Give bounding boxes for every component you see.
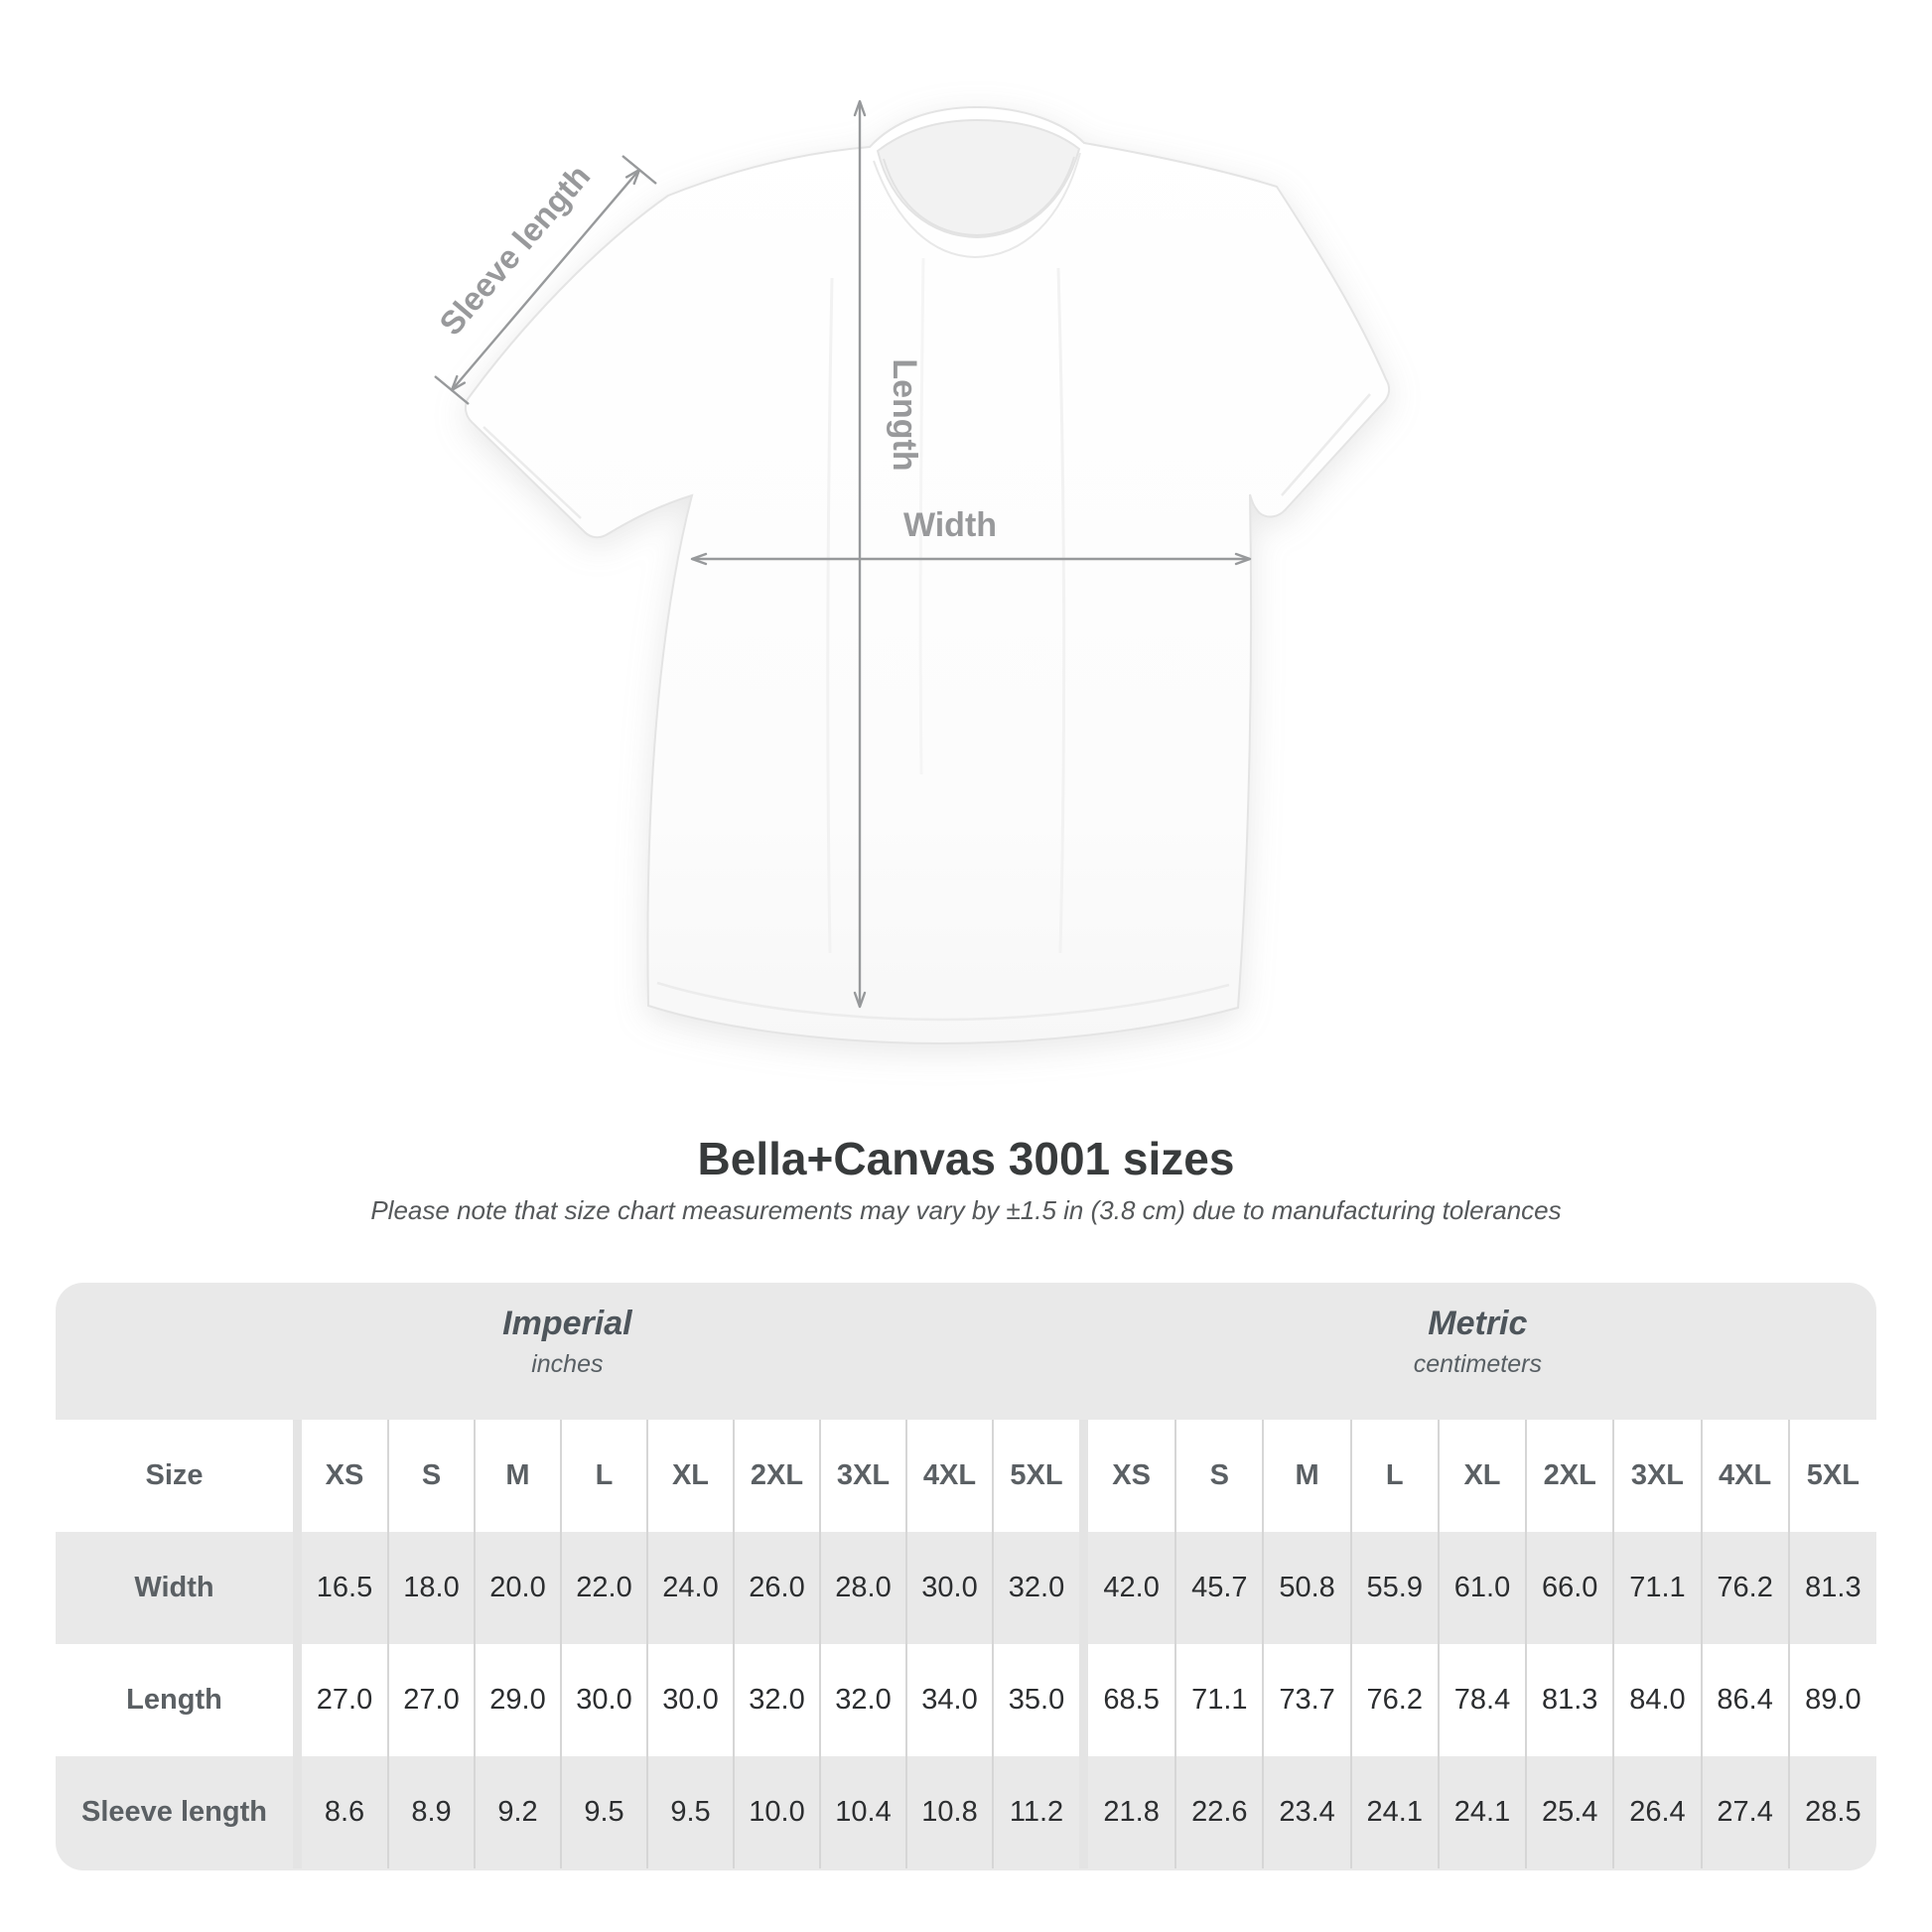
column-gutter [1079,1644,1088,1756]
value-cell: 28.5 [1789,1756,1876,1868]
value-cell: 18.0 [388,1532,475,1644]
size-header-cell: XS [325,1459,364,1491]
length-row [56,1644,1876,1756]
value-cell: 30.0 [561,1644,647,1756]
size-header-cell: 5XL [1789,1420,1876,1532]
value-cell: 81.3 [1789,1532,1876,1644]
metric-sublabel: centimeters [1413,1350,1542,1378]
imperial-label: Imperial [502,1305,632,1342]
size-header-cell: M [1263,1420,1350,1532]
value-cell: 22.0 [561,1532,647,1644]
value-cell: 27.4 [1702,1756,1789,1868]
size-table-panel [56,1283,1876,1870]
value-cell: 26.0 [734,1532,820,1644]
value-cell: 42.0 [1103,1572,1160,1603]
value-cell: 22.6 [1175,1756,1263,1868]
value-cell: 23.4 [1263,1756,1350,1868]
size-header-cell: S [388,1420,475,1532]
column-gutter [1079,1420,1088,1532]
column-gutter [293,1644,302,1756]
metric-unit-header [1079,1283,1876,1420]
sleeve-length-label: Sleeve length [432,157,598,343]
value-cell: 27.0 [316,1684,373,1716]
value-cell: 10.4 [820,1756,906,1868]
size-table [56,1420,1876,1868]
size-header-cell: 4XL [906,1420,993,1532]
size-header-cell: 2XL [1526,1420,1613,1532]
value-cell: 50.8 [1263,1532,1350,1644]
value-cell: 35.0 [993,1644,1079,1756]
value-cell: 84.0 [1613,1644,1701,1756]
sleeve-length-end-tick [435,376,469,404]
value-cell: 24.1 [1439,1756,1526,1868]
value-cell: 24.0 [647,1532,734,1644]
metric-label: Metric [1428,1305,1528,1342]
size-corner-header: Size [145,1459,204,1491]
value-cell: 30.0 [906,1532,993,1644]
value-cell: 32.0 [820,1644,906,1756]
size-header-cell: 5XL [993,1420,1079,1532]
size-header-cell: XL [1439,1420,1526,1532]
column-gutter [293,1420,302,1532]
tshirt-body [466,107,1389,1043]
size-header-cell: S [1175,1420,1263,1532]
value-cell: 25.4 [1526,1756,1613,1868]
size-header-cell: XS [1112,1459,1151,1491]
value-cell: 16.5 [316,1572,373,1603]
value-cell: 66.0 [1526,1532,1613,1644]
row-label: Length [126,1684,222,1716]
value-cell: 61.0 [1439,1532,1526,1644]
value-cell: 76.2 [1702,1532,1789,1644]
value-cell: 9.5 [647,1756,734,1868]
unit-system-header [56,1283,1876,1420]
size-header-cell: L [561,1420,647,1532]
column-gutter [1079,1532,1088,1644]
sleeve-length-end-tick [622,156,656,184]
sleeve-length-row [56,1756,1876,1868]
size-header-cell: M [475,1420,561,1532]
value-cell: 28.0 [820,1532,906,1644]
column-gutter [293,1756,302,1868]
size-header-cell: 3XL [1613,1420,1701,1532]
value-cell: 24.1 [1351,1756,1439,1868]
tolerance-note: Please note that size chart measurements may vary by ±1.5 in (3.8 cm) due to manufacturing tolerances [370,1195,1562,1225]
value-cell: 27.0 [388,1644,475,1756]
column-gutter [293,1532,302,1644]
value-cell: 73.7 [1263,1644,1350,1756]
row-label: Width [134,1572,214,1603]
value-cell: 8.9 [388,1756,475,1868]
value-cell: 78.4 [1439,1644,1526,1756]
size-header-cell: L [1351,1420,1439,1532]
value-cell: 71.1 [1175,1644,1263,1756]
value-cell: 20.0 [475,1532,561,1644]
width-label: Width [902,506,998,544]
size-header-cell: XL [647,1420,734,1532]
size-header-cell: 4XL [1702,1420,1789,1532]
value-cell: 9.5 [561,1756,647,1868]
width-row [56,1532,1876,1644]
value-cell: 29.0 [475,1644,561,1756]
value-cell: 86.4 [1702,1644,1789,1756]
size-header-cell: 2XL [734,1420,820,1532]
value-cell: 71.1 [1613,1532,1701,1644]
value-cell: 30.0 [647,1644,734,1756]
value-cell: 10.0 [734,1756,820,1868]
value-cell: 10.8 [906,1756,993,1868]
value-cell: 32.0 [993,1532,1079,1644]
value-cell: 55.9 [1351,1532,1439,1644]
column-gutter [1079,1756,1088,1868]
value-cell: 26.4 [1613,1756,1701,1868]
table-header-row [56,1420,1876,1532]
length-label: Length [886,358,923,472]
page-title: Bella+Canvas 3001 sizes [697,1133,1235,1184]
tshirt-graphic [466,107,1389,1043]
value-cell: 8.6 [324,1796,365,1828]
value-cell: 32.0 [734,1644,820,1756]
value-cell: 68.5 [1103,1684,1160,1716]
value-cell: 45.7 [1175,1532,1263,1644]
value-cell: 21.8 [1103,1796,1160,1828]
value-cell: 76.2 [1351,1644,1439,1756]
value-cell: 9.2 [475,1756,561,1868]
imperial-sublabel: inches [531,1350,604,1378]
value-cell: 11.2 [993,1756,1079,1868]
row-label: Sleeve length [81,1796,267,1828]
value-cell: 81.3 [1526,1644,1613,1756]
value-cell: 34.0 [906,1644,993,1756]
size-header-cell: 3XL [820,1420,906,1532]
imperial-unit-header [56,1283,1079,1420]
value-cell: 89.0 [1789,1644,1876,1756]
